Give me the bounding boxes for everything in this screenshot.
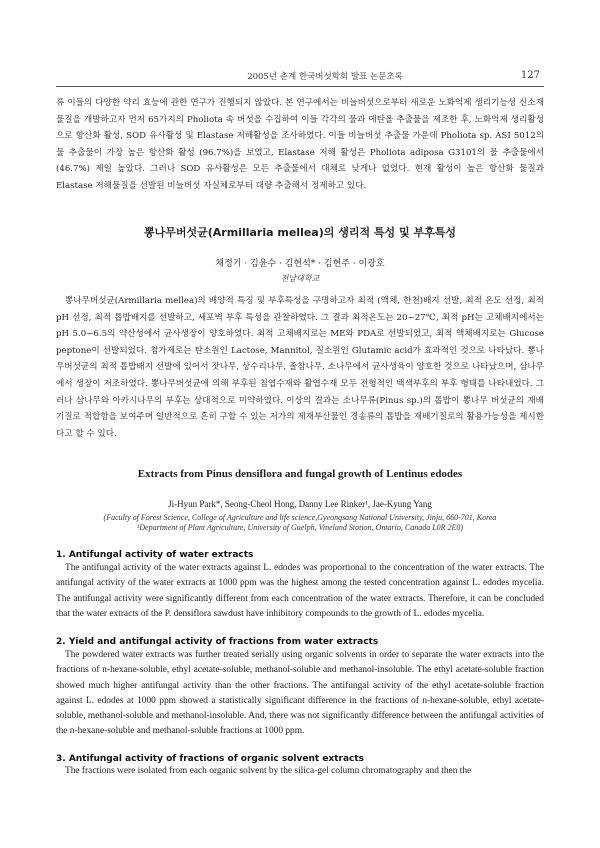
abstract2-authors: 채정기 · 김윤수 · 김현석* · 김현주 · 이광호: [215, 259, 385, 269]
affiliation-line-2: ¹Department of Plant Agriculture, University of Guelph, Vineland Station, Ontario, Canada L0R 2E0): [136, 523, 464, 532]
abstract3-affiliation: [56, 513, 544, 533]
section-1-text: The antifungal activity of the water extracts against L. edodes was proportional to the concentration of the water extracts. The antifungal activity of the water extracts at 1000 ppm was the highest among the tested concentration against L. edodes mycelia. The antifungal activity were significantly different from each concentration of the water extracts. Therefore, it can be concluded that the water extracts of the P. densiflora sawdust have inhibitory compounds to the growth of L. edodes mycelia.: [56, 563, 544, 619]
section-3-text: The fractions were isolated from each organic solvent by the silica-gel column chromatography and then the: [65, 766, 472, 776]
abstract2-text: 뽕나무버섯균(Armillaria mellea)의 배양적 특징 및 부후특성을 구명하고자 최적 (액체, 한천)배지 선발, 최적 온도 선정, 최적 pH 선정, 최적 톱밥배지를 선발하고, 세포벽 부후 특성을 관찰하였다. 그 결과 최적온도는 20~27℃, 최적 pH는 고체배지에서는 pH 5.0~6.5의 약산성에서 균사생장이 양호하였다. 최적 고체배지로는 ME와 PDA로 선발되었고, 최적 액체배지로는 Glucose peptone이 선발되었다. 첨가제로는 탄소원인 Lactose, Mannitol, 질소원인 Glutamic acid가 효과적인 것으로 나타났다. 뽕나무버섯균의 최적 톱밥배지 선발에 있어서 잣나무, 상수리나무, 졸참나무, 소나무에서 균사생육이 양호한 것으로 나타났으며, 삼나무에서 생장이 저조하였다. 뽕나무버섯균에 의해 부후된 침엽수재와 활엽수재 모두 전형적인 백색부후의 부후 형태를 나타내었다. 그러나 삼나무와 아카시나무의 부후는 상대적으로 미약하였다. 이상의 결과는 소나무류(Pinus sp.)의 톱밥이 뽕나무 버섯균의 재배기질로 적합함을 보여주며 일반적으로 흔히 구할 수 있는 저가의 제재부산물인 경송류의 톱밥을 재배기질로의 활용가능성을 제시한다고 할 수 있다.: [56, 296, 544, 439]
header-rule: [56, 86, 544, 87]
abstract2-affiliation: 전남대학교: [280, 274, 320, 283]
section-2-text: The powdered water extracts was further treated serially using organic solvents in order to separate the water extracts into the fractions of n-hexane-soluble, ethyl acetate-soluble, methanol-soluble and methanol-insoluble. The ethyl acetate-soluble fraction showed much higher antifungal activity than the other fractions. The antifungal activity of the ethyl acetate-soluble fraction against L. edodes at 1000 ppm showed a statistically significant difference in the fractions of n-hexane-soluble, ethyl acetate-soluble, methanol-soluble and methanol-insoluble. And, there was not significantly difference between the antifungal activities of the n-hexane-soluble and methanol-soluble fractions at 1000 ppm.: [56, 650, 544, 737]
section-2-heading: 2. Yield and antifungal activity of fractions from water extracts: [56, 637, 379, 647]
section-1-heading: 1. Antifungal activity of water extracts: [56, 550, 254, 560]
page-number: 127: [520, 70, 540, 81]
abstract2-body: [56, 293, 544, 442]
section-1-body: [56, 561, 544, 622]
abstract1-continuation: [56, 95, 544, 195]
abstract3-authors: Ji-Hyun Park*, Seong-Cheol Hong, Danny Lee Rinker¹, Jae-Kyung Yang: [168, 499, 432, 509]
affiliation-line-1: (Faculty of Forest Science, College of Agriculture and life science,Gyeongsang National University, Jinju, 660-701, Korea: [103, 513, 497, 522]
abstract1-text: 류 이들의 다양한 약리 효능에 관한 연구가 진행되지 않았다. 본 연구에서는 비늘버섯으로부터 새로운 노화억제 생리기능성 신소재 물질을 개발하고자 먼저 65가지의 Pholiota 속 버섯을 수집하여 이들 각각의 물과 메탄올 추출물을 제조한 후, 노화억제 생리활성으로 항산화 활성, SOD 유사활성 및 Elastase 저해활성을 조사하였다. 이들 비늘버섯 추출물 가운데 Pholiota sp. ASI 5012의 물 추출물이 가장 높은 항산화 활성 (96.7%)을 보였고, Elastase 저해 활성은 Pholiota adiposa G3101의 물 추출물에서 (46.7%) 제일 높았다. 그러나 SOD 유사활성은 모든 추출물에서 대체로 낮게나 없었다. 현재 활성이 높은 항산화 물질과 Elastase 저해물질을 선발된 비늘버섯 자실체로부터 대량 추출해서 정제하고 있다.: [56, 98, 544, 191]
abstract3-title: Extracts from Pinus densiflora and fungal growth of Lentinus edodes: [137, 468, 463, 480]
section-3-body: [56, 764, 544, 779]
section-3-heading: 3. Antifungal activity of fractions of organic solvent extracts: [56, 754, 365, 764]
conference-title: 2005년 춘계 한국버섯학회 발표 논문초록: [247, 72, 403, 82]
abstract2-title: 뽕나무버섯균(Armillaria mellea)의 생리적 특성 및 부후특성: [144, 226, 456, 239]
section-2-body: [56, 648, 544, 740]
page-header: [0, 70, 600, 84]
